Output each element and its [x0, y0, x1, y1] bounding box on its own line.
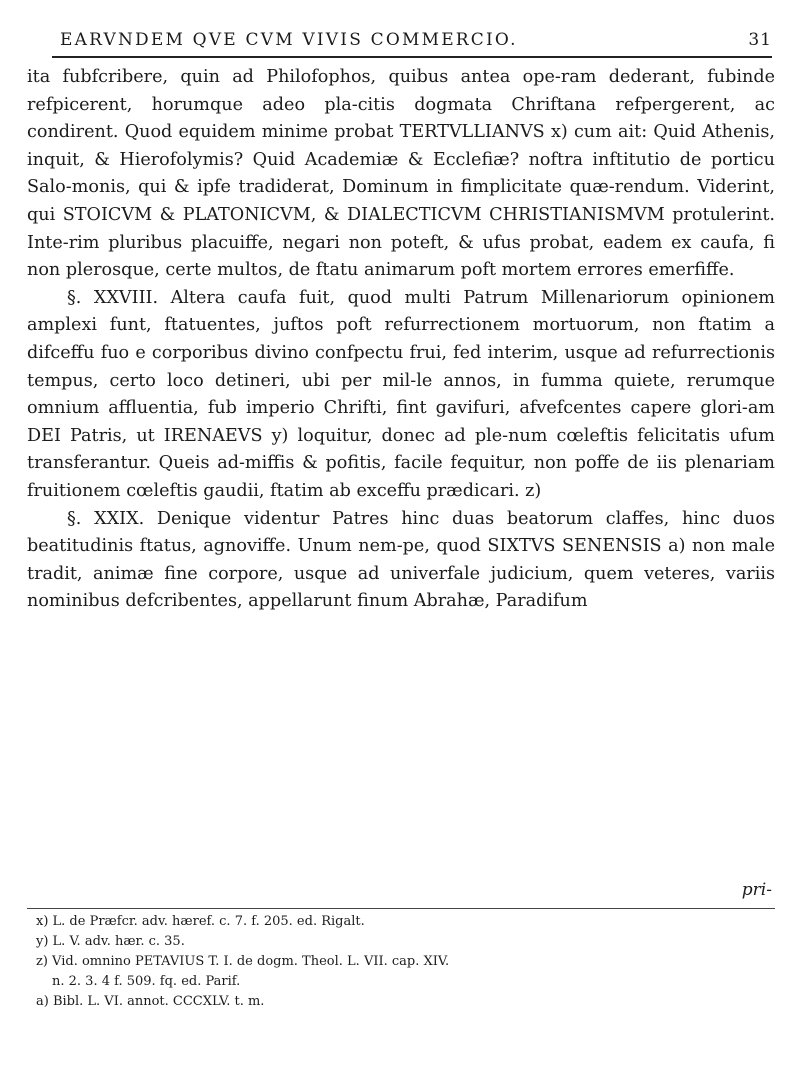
footnote-x: x) L. de Præfcr. adv. hæref. c. 7. f. 205. ed. Rigalt. [36, 914, 365, 929]
main-text [27, 64, 775, 616]
footnotes [36, 912, 766, 1012]
footnote-z-continued: n. 2. 3. 4 f. 509. fq. ed. Parif. [52, 974, 241, 989]
paragraph-2: §. XXVIII. Altera caufa fuit, quod multi Patrum Millenariorum opinionem amplexi funt, ftatuentes, juftos poft refurrectionem mortuorum, non ftatim a difceffu fuo e corporibus divino confpectu frui, fed interim, usque ad refurrectionis tempus, certo loco detineri, ubi per mil-le annos, in fumma quiete, rerumque omnium affluentia, fub imperio Chrifti, fint gavifuri, afvefcentes capere glori-am DEI Patris, ut IRENAEVS y) loquitur, donec ad ple-num cœleftis felicitatis ufum transferantur. Queis ad-miffis & pofitis, facile fequitur, non poffe de iis plenariam fruitionem cœleftis gaudii, ftatim ab exceffu prædicari. z) [27, 287, 775, 501]
footnote-y: y) L. V. adv. hær. c. 35. [36, 934, 185, 949]
running-title: EARVNDEM QVE CVM VIVIS COMMERCIO. [60, 30, 518, 50]
paragraph-1: ita fubfcribere, quin ad Philofophos, quibus antea ope-ram dederant, fubinde refpicerent, horumque adeo pla-citis dogmata Chriftana refpergerent, ac condirent. Quod equidem minime probat TERTVLLIANVS x) cum ait: Quid Athenis, inquit, & Hierofolymis? Quid Academiæ & Ecclefiæ? noftra inftitutio de porticu Salo-monis, qui & ipfe tradiderat, Dominum in fimplicitate quæ-rendum. Viderint, qui STOICVM & PLATONICVM, & DIALECTICVM CHRISTIANISMVM protulerint. Inte-rim pluribus placuiffe, negari non poteft, & ufus probat, eadem ex caufa, fi non plerosque, certe multos, de ftatu animarum poft mortem errores emerfiffe. [27, 67, 775, 281]
paragraph-3: §. XXIX. Denique videntur Patres hinc duas beatorum claffes, hinc duos beatitudinis ftatus, agnoviffe. Unum nem-pe, quod SIXTVS SENENSIS a) non male tradit, animæ fine corpore, usque ad univerfale judicium, quem veteres, variis nominibus defcribentes, appellarunt finum Abrahæ, Paradifum [27, 508, 775, 612]
running-header [60, 30, 772, 56]
footnote-a: a) Bibl. L. VI. annot. CCCXLV. t. m. [36, 994, 265, 1009]
catchword: pri- [741, 880, 772, 900]
header-rule [52, 56, 772, 58]
footnote-rule [27, 908, 775, 909]
footnote-z: z) Vid. omnino PETAVIUS T. I. de dogm. Theol. L. VII. cap. XIV. [36, 954, 450, 969]
page-number: 31 [748, 30, 772, 50]
